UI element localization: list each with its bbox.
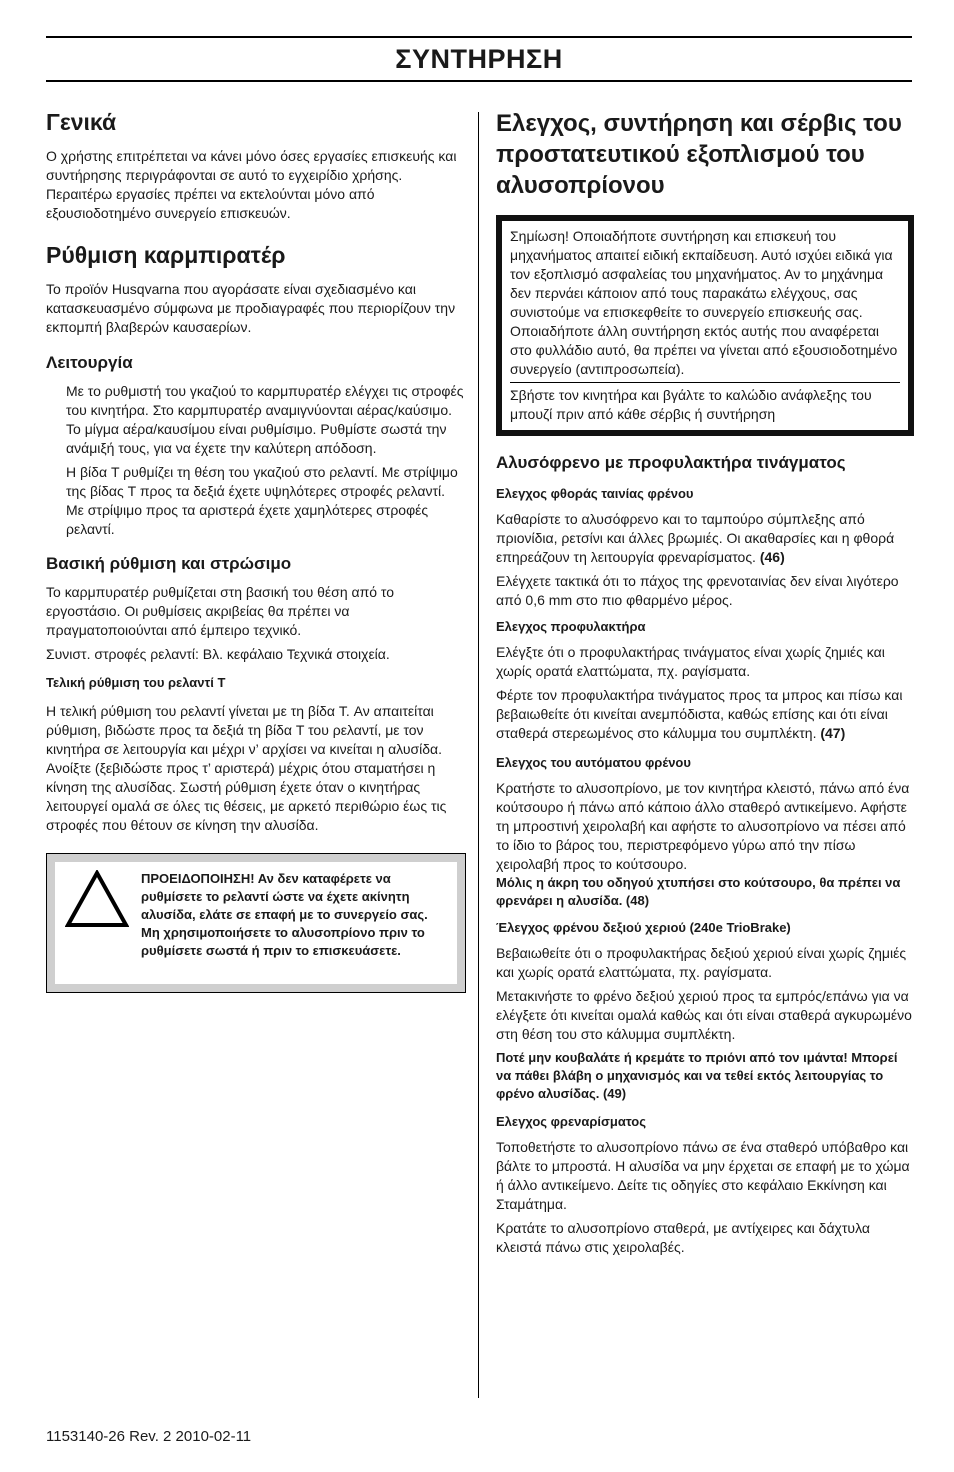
right-hand-brake-text-2: Μετακινήστε το φρένο δεξιού χεριού προς τα εμπρός/επάνω για να ελέγξετε ότι κινείται ομαλά καθώς και ότι είναι σταθερά αγκυρωμένο στη θέση του στο κάλυμμα συμπλέκτη. (496, 988, 912, 1042)
basic-setting-text-1: Το καρμπυρατέρ ρυθμίζεται στη βασική του θέση από το εργοστάσιο. Οι ρυθμίσεις ακριβείας θα πρέπει να πραγματοποιούνται από έμπειρο τεχνικό. (46, 584, 395, 638)
right-hand-brake-text-1: Βεβαιωθείτε ότι ο προφυλακτήρας δεξιού χεριού είναι χωρίς ζημιές και χωρίς ορατά ελαττώματα, πχ. ραγίσματα. (496, 945, 907, 980)
note-text-2: Σβήστε τον κινητήρα και βγάλτε το καλώδιο ανάφλεξης του μπουζί πριν από κάθε σέρβις ή συντήρηση (510, 387, 872, 422)
document-id: 1153140-26 Rev. 2 2010-02-11 (46, 1428, 252, 1445)
heading-protective-equipment: Ελεγχος, συντήρηση και σέρβις του προστατευτικού εξοπλισμού του αλυσοπρίονου (496, 110, 902, 199)
brake-wear-text-1: Καθαρίστε το αλυσόφρενο και το ταμπούρο σύμπλεξης από πριονίδια, ρετσίνι και άλλες βρωμιές. Οι ακαθαρσίες και η φθορά επηρεάζουν τη λειτουργία φρεναρίσματος. (46) (496, 511, 895, 565)
basic-setting-text-2: Συνιστ. στροφές ρελαντί: Βλ. κεφάλαιο Τεχνικά στοιχεία. (46, 646, 390, 662)
final-idle-text: Η τελική ρύθμιση του ρελαντί γίνεται με τη βίδα T. Αν απαιτείται ρύθμιση, βιδώστε προς τα δεξιά τη βίδα T του ρελαντί, με τον κινητήρα σε λειτουργία και μέχρι ν’ αρχίσει να κινείται η αλυσίδα. Ανοίξτε (ξεβιδώστε προς τ’ αριστερά) μέχρις ότου σταματήσει η κίνηση της αλυσίδας. Σωστή ρύθμιση έχετε όταν ο κινητήρας λειτουργεί ομαλά σε όλες τις θέσεις, με αρκετό περιθώριο έως τις στροφές που θέτουν σε κίνηση την αλυσίδα. (46, 703, 447, 833)
heading-guard-check: Ελεγχος προφυλακτήρα (496, 619, 646, 634)
guard-text-2: Φέρτε τον προφυλακτήρα τινάγματος προς τα μπρος και πίσω και βεβαιωθείτε ότι κινείται ανεμπόδιστα, καθώς επίσης και ότι είναι σταθερά στερεωμένος στο κάλυμμα του συμπλέκτη. (47) (496, 687, 903, 741)
heading-basic-setting: Βασική ρύθμιση και στρώσιμο (46, 554, 292, 573)
warning-triangle-icon (65, 870, 129, 928)
brake-wear-text-2: Ελέγχετε τακτικά ότι το πάχος της φρενοταινίας δεν είναι λιγότερο από 0,6 mm στο πιο φθαρμένο μέρος. (496, 573, 899, 608)
heading-general: Γενικά (46, 109, 117, 135)
auto-brake-text-2: Μόλις η άκρη του οδηγού χτυπήσει στο κούτσουρο, θα πρέπει να φρενάρει η αλυσίδα. (48) (496, 875, 901, 908)
heading-automatic-brake: Ελεγχος του αυτόματου φρένου (496, 755, 691, 770)
note-divider (510, 382, 900, 383)
braking-text-1: Τοποθετήστε το αλυσοπρίονο πάνω σε ένα σταθερό υπόβαθρο και βάλτε το μπροστά. Η αλυσίδα να μην έρχεται σε επαφή με το χώμα ή άλλο αντικείμενο. Δείτε τις οδηγίες στο κεφάλαιο Εκκίνηση και Σταμάτημα. (496, 1139, 910, 1212)
right-hand-brake-text-3: Ποτέ μην κουβαλάτε ή κρεμάτε το πριόνι από τον ιμάντα! Μπορεί να πάθει βλάβη ο μηχανισμός και να τεθεί εκτός λειτουργίας το φρένο αλυσίδας. (49) (496, 1050, 898, 1101)
left-column (46, 108, 466, 993)
page-title: ΣΥΝΤΗΡΗΣΗ (395, 44, 563, 74)
note-text-1: Σημίωση! Οποιαδήποτε συντήρηση και επισκευή του μηχανήματος απαιτεί ειδική εκπαίδευση. Αυτό ισχύει ειδικά για τον εξοπλισμό ασφαλείας του μηχανήματος. Αν το μηχάνημα δεν περνάει κάποιον από τους παρακάτω ελέγχους, σας συνιστούμε να επισκεφθείτε το συνεργείο επισκευής σας. Οποιαδήποτε άλλη συντήρηση εκτός αυτής που αναφέρεται στο φυλλάδιο αυτό, θα πρέπει να γίνεται από εξουσιοδοτημένο συνεργείο (αντιπροσωπεία). (510, 228, 898, 377)
heading-chain-brake: Αλυσόφρενο με προφυλακτήρα τινάγματος (496, 453, 846, 472)
page-header (46, 36, 912, 82)
operation-text-1: Με το ρυθμιστή του γκαζιού το καρμπυρατέρ ελέγχει τις στροφές του κινητήρα. Στο καρμπυρατέρ αναμιγνύονται αέρας/καύσιμο. Το μίγμα αέρα/καυσίμου είναι ρυθμίσιμο. Ρυθμίστε σωστά την ανάμιξή τους, για να έχετε την καλύτερη απόδοση. (66, 383, 464, 456)
heading-carburetor: Ρύθμιση καρμπιρατέρ (46, 242, 286, 268)
heading-right-hand-brake: Έλεγχος φρένου δεξιού χεριού (240e TrioBrake) (496, 920, 791, 935)
heading-braking-check: Ελεγχος φρεναρίσματος (496, 1114, 646, 1129)
general-text: Ο χρήστης επιτρέπεται να κάνει μόνο όσες εργασίες επισκευής και συντήρησης περιγράφονται σε αυτό το εγχειρίδιο χρήσης. Περαιτέρω εργασίες πρέπει να εκτελούνται μόνο από εξουσιοδοτημένο συνεργείο επισκευών. (46, 148, 457, 221)
figure-ref-46: (46) (759, 549, 785, 565)
figure-ref-47: (47) (820, 725, 846, 741)
heading-operation: Λειτουργία (46, 353, 133, 372)
heading-final-idle: Τελική ρύθμιση του ρελαντί T (46, 675, 226, 690)
guard-text-1: Ελέγξτε ότι ο προφυλακτήρας τινάγματος είναι χωρίς ζημιές και χωρίς ορατά ελαττώματα, πχ. ραγίσματα. (496, 644, 885, 679)
warning-text: ΠΡΟΕΙΔΟΠΟΙΗΣΗ! Αν δεν καταφέρετε να ρυθμίσετε το ρελαντί ώστε να έχετε ακίνητη αλυσίδα, ελάτε σε επαφή με το συνεργείο σας. Μη χρησιμοποιήσετε το αλυσοπρίονο πριν το ρυθμίσετε σωστά ή πριν το επισκευάσετε. (141, 871, 428, 958)
right-column (496, 108, 912, 1257)
heading-brake-band-wear: Ελεγχος φθοράς ταινίας φρένου (496, 486, 694, 501)
note-box (496, 215, 914, 436)
warning-box (46, 853, 466, 993)
braking-text-2: Κρατάτε το αλυσοπρίονο σταθερά, με αντίχειρες και δάχτυλα κλειστά πάνω στις χειρολαβές. (496, 1220, 870, 1255)
column-divider (478, 112, 479, 1398)
auto-brake-text-1: Κρατήστε το αλυσοπρίονο, με τον κινητήρα κλειστό, πάνω από ένα κούτσουρο ή πάνω από κάποιο άλλο σταθερό αντικείμενο. Αφήστε τη μπροστινή χειρολαβή και αφήστε το αλυσοπρίονο να πέσει από το ίδιο το βάρος του, περιστρεφόμενο γύρω από την πίσω χειρολαβή προς το κούτσουρο. (496, 780, 910, 872)
operation-text-2: Η βίδα T ρυθμίζει τη θέση του γκαζιού στο ρελαντί. Με στρίψιμο της βίδας T προς τα δεξιά έχετε υψηλότερες στροφές ρελαντί. Με στρίψιμο προς τα αριστερά έχετε χαμηλότερες στροφές ρελαντί. (66, 464, 458, 537)
carburetor-text: Το προϊόν Husqvarna που αγοράσατε είναι σχεδιασμένο και κατασκευασμένο σύμφωνα με προδιαγραφές που περιορίζουν την εκπομπή βλαβερών καυσαερίων. (46, 281, 456, 335)
